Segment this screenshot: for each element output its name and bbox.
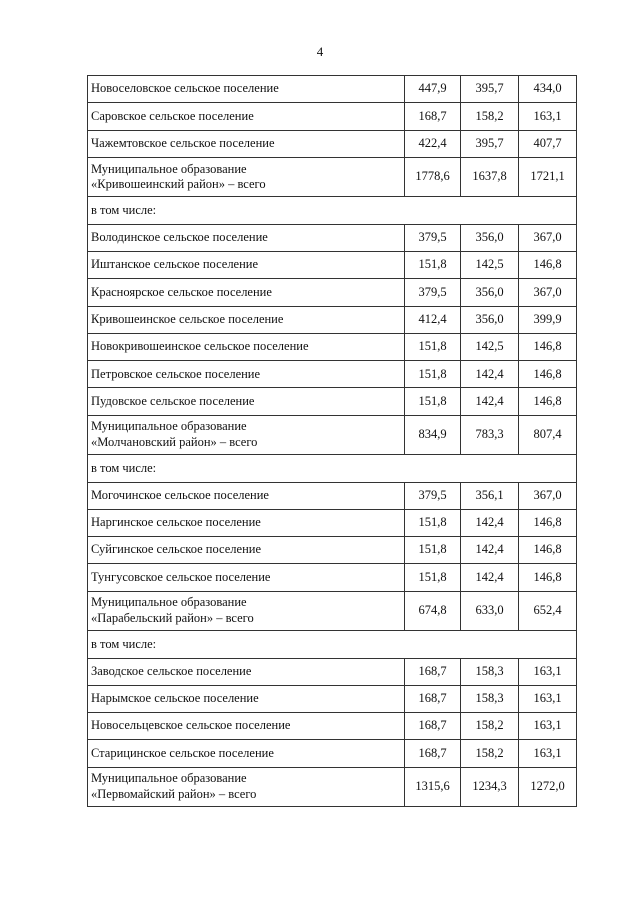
value-cell-2: 142,5 xyxy=(461,251,519,278)
settlement-name: Иштанское сельское поселение xyxy=(88,251,405,278)
value-cell-2: 1637,8 xyxy=(461,157,519,197)
value-cell-1: 168,7 xyxy=(405,740,461,767)
value-cell-2: 142,4 xyxy=(461,361,519,388)
settlement-row xyxy=(88,658,577,685)
section-subheader-row xyxy=(88,631,577,658)
value-cell-3: 163,1 xyxy=(519,713,577,740)
settlement-row xyxy=(88,388,577,415)
settlement-row xyxy=(88,537,577,564)
settlement-name: Тунгусовское сельское поселение xyxy=(88,564,405,591)
value-cell-1: 412,4 xyxy=(405,306,461,333)
value-cell-3: 163,1 xyxy=(519,658,577,685)
settlement-name: Саровское сельское поселение xyxy=(88,103,405,130)
district-name-line1: Муниципальное образование xyxy=(91,595,247,610)
value-cell-3: 163,1 xyxy=(519,103,577,130)
value-cell-1: 834,9 xyxy=(405,415,461,455)
value-cell-3: 163,1 xyxy=(519,685,577,712)
value-cell-1: 151,8 xyxy=(405,333,461,360)
value-cell-2: 395,7 xyxy=(461,130,519,157)
settlement-row xyxy=(88,306,577,333)
settlement-row xyxy=(88,509,577,536)
value-cell-3: 399,9 xyxy=(519,306,577,333)
value-cell-1: 379,5 xyxy=(405,224,461,251)
value-cell-2: 158,3 xyxy=(461,685,519,712)
value-cell-1: 379,5 xyxy=(405,279,461,306)
settlement-row xyxy=(88,76,577,103)
settlement-row xyxy=(88,251,577,278)
value-cell-3: 146,8 xyxy=(519,251,577,278)
district-name-line2: «Первомайский район» – всего xyxy=(91,786,257,801)
value-cell-1: 379,5 xyxy=(405,482,461,509)
district-name-line1: Муниципальное образование xyxy=(91,419,247,434)
value-cell-2: 142,4 xyxy=(461,388,519,415)
value-cell-1: 674,8 xyxy=(405,591,461,631)
district-name xyxy=(88,591,405,631)
district-name-line2: «Кривошеинский район» – всего xyxy=(91,177,266,192)
value-cell-2: 356,1 xyxy=(461,482,519,509)
settlement-name: Могочинское сельское поселение xyxy=(88,482,405,509)
value-cell-1: 151,8 xyxy=(405,251,461,278)
district-name xyxy=(88,767,405,807)
district-total-row xyxy=(88,415,577,455)
settlement-name: Кривошеинское сельское поселение xyxy=(88,306,405,333)
settlement-name: Суйгинское сельское поселение xyxy=(88,537,405,564)
value-cell-2: 356,0 xyxy=(461,224,519,251)
value-cell-2: 158,3 xyxy=(461,658,519,685)
page-number: 4 xyxy=(316,44,324,59)
value-cell-3: 407,7 xyxy=(519,130,577,157)
settlement-row xyxy=(88,564,577,591)
value-cell-2: 142,4 xyxy=(461,564,519,591)
settlement-name: Новоселовское сельское поселение xyxy=(88,76,405,103)
district-name xyxy=(88,415,405,455)
settlement-name: Старицинское сельское поселение xyxy=(88,740,405,767)
value-cell-2: 633,0 xyxy=(461,591,519,631)
settlement-name: Нарымское сельское поселение xyxy=(88,685,405,712)
value-cell-2: 356,0 xyxy=(461,306,519,333)
section-subheader-row xyxy=(88,197,577,224)
section-subheader-row xyxy=(88,455,577,482)
settlement-name: Пудовское сельское поселение xyxy=(88,388,405,415)
district-name xyxy=(88,157,405,197)
value-cell-2: 142,4 xyxy=(461,509,519,536)
value-cell-1: 168,7 xyxy=(405,713,461,740)
value-cell-1: 151,8 xyxy=(405,537,461,564)
settlement-row xyxy=(88,279,577,306)
value-cell-3: 1272,0 xyxy=(519,767,577,807)
settlement-row xyxy=(88,740,577,767)
value-cell-1: 168,7 xyxy=(405,685,461,712)
district-name-line2: «Молчановский район» – всего xyxy=(91,435,258,450)
value-cell-3: 434,0 xyxy=(519,76,577,103)
subheader-label: в том числе: xyxy=(88,197,577,224)
value-cell-2: 142,5 xyxy=(461,333,519,360)
settlement-row xyxy=(88,224,577,251)
value-cell-3: 146,8 xyxy=(519,388,577,415)
value-cell-1: 151,8 xyxy=(405,509,461,536)
value-cell-3: 146,8 xyxy=(519,509,577,536)
value-cell-2: 356,0 xyxy=(461,279,519,306)
value-cell-1: 1778,6 xyxy=(405,157,461,197)
value-cell-3: 367,0 xyxy=(519,482,577,509)
value-cell-1: 447,9 xyxy=(405,76,461,103)
settlement-name: Наргинское сельское поселение xyxy=(88,509,405,536)
value-cell-2: 395,7 xyxy=(461,76,519,103)
value-cell-3: 163,1 xyxy=(519,740,577,767)
settlement-row xyxy=(88,333,577,360)
settlement-row xyxy=(88,685,577,712)
value-cell-3: 1721,1 xyxy=(519,157,577,197)
settlement-name: Володинское сельское поселение xyxy=(88,224,405,251)
settlement-name: Чажемтовское сельское поселение xyxy=(88,130,405,157)
district-name-line1: Муниципальное образование xyxy=(91,771,247,786)
settlement-row xyxy=(88,361,577,388)
settlement-name: Красноярское сельское поселение xyxy=(88,279,405,306)
settlement-name: Новосельцевское сельское поселение xyxy=(88,713,405,740)
settlement-name: Петровское сельское поселение xyxy=(88,361,405,388)
value-cell-3: 807,4 xyxy=(519,415,577,455)
value-cell-3: 146,8 xyxy=(519,537,577,564)
settlement-name: Новокривошеинское сельское поселение xyxy=(88,333,405,360)
settlement-name: Заводское сельское поселение xyxy=(88,658,405,685)
value-cell-1: 168,7 xyxy=(405,658,461,685)
value-cell-3: 146,8 xyxy=(519,564,577,591)
value-cell-3: 652,4 xyxy=(519,591,577,631)
value-cell-2: 783,3 xyxy=(461,415,519,455)
value-cell-2: 158,2 xyxy=(461,740,519,767)
settlement-row xyxy=(88,482,577,509)
value-cell-3: 367,0 xyxy=(519,279,577,306)
value-cell-2: 158,2 xyxy=(461,103,519,130)
value-cell-1: 151,8 xyxy=(405,388,461,415)
value-cell-1: 168,7 xyxy=(405,103,461,130)
subheader-label: в том числе: xyxy=(88,455,577,482)
district-name-line1: Муниципальное образование xyxy=(91,161,247,176)
value-cell-2: 142,4 xyxy=(461,537,519,564)
value-cell-2: 1234,3 xyxy=(461,767,519,807)
district-total-row xyxy=(88,157,577,197)
value-cell-3: 146,8 xyxy=(519,333,577,360)
subheader-label: в том числе: xyxy=(88,631,577,658)
district-total-row xyxy=(88,591,577,631)
value-cell-3: 367,0 xyxy=(519,224,577,251)
settlement-row xyxy=(88,130,577,157)
value-cell-1: 151,8 xyxy=(405,361,461,388)
value-cell-1: 422,4 xyxy=(405,130,461,157)
district-name-line2: «Парабельский район» – всего xyxy=(91,611,254,625)
budget-table xyxy=(87,75,577,807)
value-cell-1: 151,8 xyxy=(405,564,461,591)
settlement-row xyxy=(88,103,577,130)
table-body xyxy=(88,76,577,807)
value-cell-2: 158,2 xyxy=(461,713,519,740)
value-cell-1: 1315,6 xyxy=(405,767,461,807)
value-cell-3: 146,8 xyxy=(519,361,577,388)
settlement-row xyxy=(88,713,577,740)
district-total-row xyxy=(88,767,577,807)
